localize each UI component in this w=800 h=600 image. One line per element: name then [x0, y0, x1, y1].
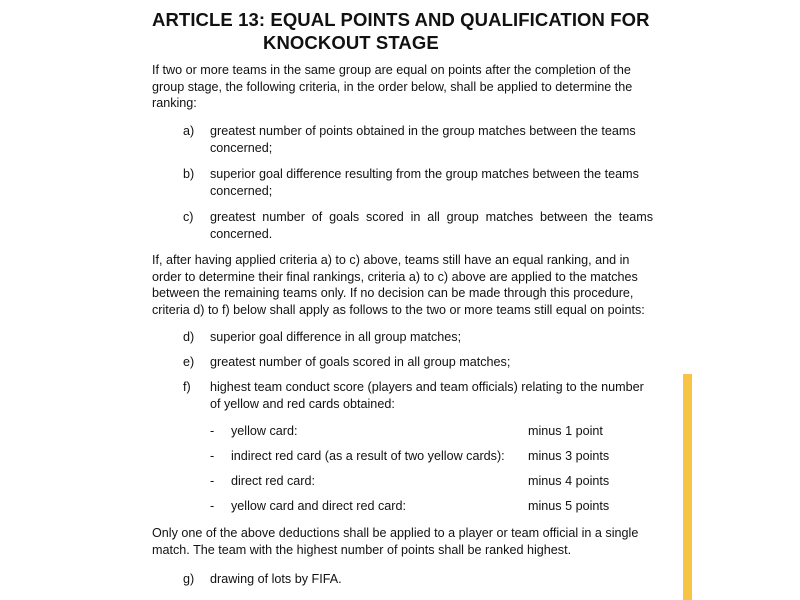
criterion-g	[183, 571, 653, 588]
dash-bullet: -	[210, 424, 215, 438]
card-points: minus 1 point	[528, 424, 603, 438]
accent-bar	[683, 374, 692, 600]
dash-bullet: -	[210, 499, 215, 513]
card-type: yellow card and direct red card:	[231, 499, 406, 513]
dash-bullet: -	[210, 474, 215, 488]
card-deduction-row	[210, 448, 650, 465]
card-points: minus 5 points	[528, 499, 610, 513]
criterion-marker: c)	[183, 210, 194, 224]
criterion-marker: b)	[183, 167, 195, 181]
card-points: minus 3 points	[528, 449, 610, 463]
middle-paragraph: If, after having applied criteria a) to c) above, teams still have an equal ranking, and in order to determine their final rankings, criteria a) to c) above are applied to the matches between the remaining teams only. If no decision can be made through this procedure, criteria d) to f) below shall apply as follows to the two or more teams still equal on points:	[152, 253, 645, 317]
article-title-line-2: KNOCKOUT STAGE	[263, 32, 439, 53]
criterion-text: highest team conduct score (players and team officials) relating to the number of yellow and red cards obtained:	[210, 380, 644, 411]
article-title-line-1: ARTICLE 13: EQUAL POINTS AND QUALIFICATION FOR	[152, 9, 650, 30]
criterion-f	[183, 379, 653, 412]
criterion-a	[183, 123, 653, 156]
criterion-c	[183, 209, 653, 242]
criterion-text: superior goal difference resulting from the group matches between the teams concerned;	[210, 167, 639, 198]
card-type: yellow card:	[231, 424, 298, 438]
card-points: minus 4 points	[528, 474, 610, 488]
card-type: direct red card:	[231, 474, 315, 488]
dash-bullet: -	[210, 449, 215, 463]
criterion-marker: g)	[183, 572, 195, 586]
card-deduction-row	[210, 498, 650, 515]
criterion-text: drawing of lots by FIFA.	[210, 572, 342, 586]
criterion-marker: e)	[183, 355, 195, 369]
article-title	[152, 8, 652, 54]
card-deduction-row	[210, 423, 650, 440]
criterion-marker: d)	[183, 330, 195, 344]
criterion-marker: a)	[183, 124, 195, 138]
criterion-e	[183, 354, 653, 371]
criterion-b	[183, 166, 653, 199]
criterion-text: superior goal difference in all group matches;	[210, 330, 462, 344]
card-type: indirect red card (as a result of two yellow cards):	[231, 449, 505, 463]
criterion-text: greatest number of points obtained in the group matches between the teams concerned;	[210, 124, 636, 155]
deduction-note: Only one of the above deductions shall be applied to a player or team official in a single match. The team with the highest number of points shall be ranked highest.	[152, 526, 639, 557]
criterion-d	[183, 329, 653, 346]
criterion-text: greatest number of goals scored in all group matches;	[210, 355, 511, 369]
intro-paragraph: If two or more teams in the same group are equal on points after the completion of the group stage, the following criteria, in the order below, shall be applied to determine the ranking:	[152, 63, 633, 110]
card-deduction-row	[210, 473, 650, 490]
criterion-text: greatest number of goals scored in all group matches between the teams concerned.	[210, 210, 653, 241]
criterion-marker: f)	[183, 380, 191, 394]
